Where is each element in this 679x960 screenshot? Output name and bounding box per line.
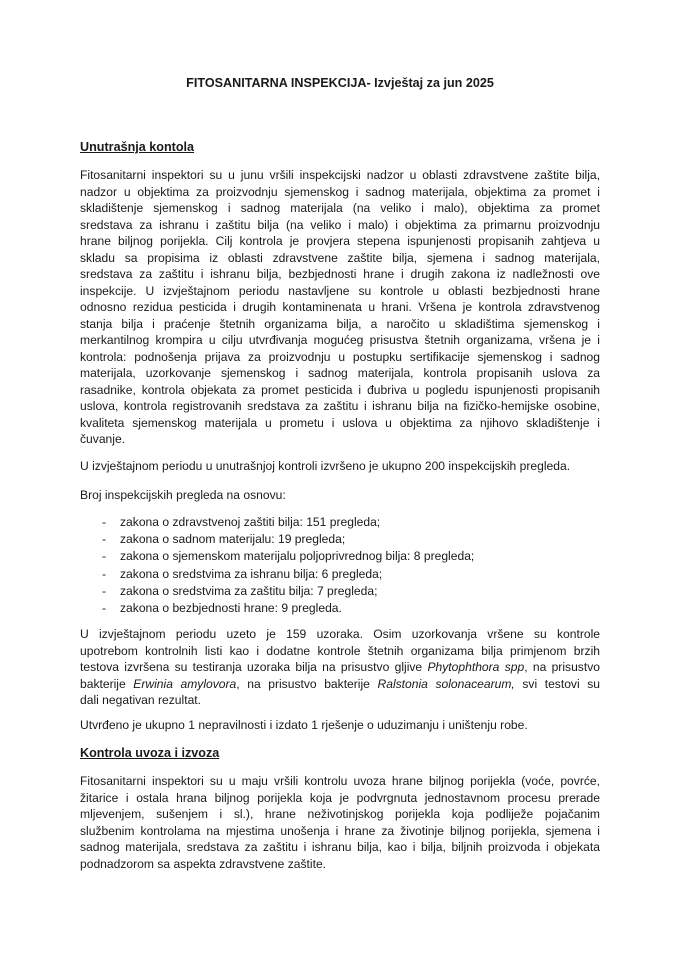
paragraph-line: sredstava za ishranu i zaštitu bilja (na veliko i malo) i objektima za primarnu proizvodnju (80, 217, 600, 232)
paragraph-line: sadnog materijala, sredstava za zaštitu i ishranu bilja, kao i bilja, biljnih proizvoda i objekata (80, 840, 600, 854)
paragraph-line: podnadzorom sa aspekta zdravstvene zaštite. (80, 856, 327, 871)
pathogen-name: Ralstonia solonacearum, (377, 676, 515, 691)
list-item: - zakona o zdravstvenoj zaštiti bilja: 151 pregleda; (102, 514, 474, 531)
paragraph-line: žitarice i ostala hrana biljnog porijekla koja je podvrgnuta jednostavnom procesu prerade (80, 790, 600, 805)
paragraph-line: dali negativan rezultat. (80, 693, 202, 707)
pathogen-name: Phytophthora spp (427, 660, 525, 674)
list-item: - zakona o sredstvima za ishranu bilja: 6 pregleda; (102, 566, 474, 583)
paragraph-line: kvaliteta sjemenskog materijala u prometu i uslova u objektima za njihovo skladištenje i (80, 415, 600, 430)
internal-control-paragraph (80, 167, 600, 448)
document-title: FITOSANITARNA INSPEKCIJA- Izvještaj za jun 2025 (186, 76, 494, 90)
section-heading-import-export: Kontrola uvoza i izvoza (80, 746, 220, 760)
samples-paragraph (80, 626, 600, 709)
list-item: - zakona o sjemenskom materijalu poljoprivrednog bilja: 8 pregleda; (102, 548, 474, 565)
paragraph-line: U izvještajnom periodu uzeto je 159 uzoraka. Osim uzorkovanja vršene su kontrole (80, 627, 600, 641)
paragraph-line: mljevenjem, sušenjem i sl.), hrane neživotinjskog porijekla koja podliježe pojačanim (80, 807, 600, 821)
paragraph-line: kontrola: podnošenja prijava za proizvodnju u postupku sertifikacije sjemenskog i sadnog (80, 349, 600, 364)
list-item: - zakona o sredstvima za zaštitu bilja: 7 pregleda; (102, 583, 474, 600)
paragraph-line: merkantilnog krompira u cilju utvrđivanja mogućeg prisustva štetnih organizama, vršena je i (80, 333, 600, 347)
dash-bullet: - (102, 566, 107, 581)
paragraph-line: hrane biljnog porijekla. Cilj kontrola je provjera stepena ispunjenosti propisanih zahtjeva u (80, 234, 600, 248)
dash-bullet: - (102, 515, 107, 529)
paragraph-line: uslova, kontrola registrovanih sredstava za zaštitu i ishranu bilja na fizičko-hemijske osobine, (80, 399, 600, 413)
list-item: - zakona o bezbjednosti hrane: 9 pregleda. (102, 600, 474, 617)
paragraph-line: čuvanje. (80, 432, 126, 446)
paragraph-line: stanja bilja i praćenje štetnih organizama bilja, a naročito u skladištima sjemenskog i (80, 316, 600, 331)
paragraph-line: testova izvršena su testiranja uzoraka bilja na prisustvo gljive Phytophthora spp, na prisustvo (80, 660, 600, 674)
paragraph-line: službenim kontrolama na mjestima unošenja i hrane za životinje biljnog porijekla, sjemena i (80, 823, 600, 838)
pathogen-name: Erwinia amylovora (133, 676, 237, 691)
paragraph-line: odnosno rezidua pesticida i drugih kontaminenata u hrani. Vršena je kontrola zdravstvenog (80, 300, 600, 314)
paragraph-line: skladu sa propisima iz oblasti zdravstvene zaštite bilja, sjemena i sadnog materijala, (80, 250, 600, 265)
paragraph-line: materijala, uzorkovanje sjemenskog i sadnog materijala, kontrola propisanih uslova za (80, 366, 600, 380)
dash-bullet: - (102, 549, 107, 564)
list-item: - zakona o sadnom materijalu: 19 pregleda; (102, 531, 474, 548)
dash-bullet: - (102, 532, 107, 547)
paragraph-line: rasadnike, kontrola objekata za promet pesticida i đubriva u pogledu ispunjenosti propisanih (80, 382, 600, 397)
dash-bullet: - (102, 601, 107, 616)
nonconformity-text: Utvrđeno je ukupno 1 nepravilnosti i izdato 1 rješenje o uduzimanju i uništenju robe. (80, 718, 528, 732)
total-inspections-text: U izvještajnom periodu u unutrašnjoj kontroli izvršeno je ukupno 200 inspekcijskih pregleda. (80, 459, 571, 473)
dash-bullet: - (102, 583, 107, 598)
section-heading-internal-control: Unutrašnja kontola (80, 140, 195, 154)
paragraph-line: nadzor u objektima za proizvodnju sjemenskog i sadnog materijala, objektima za promet i (80, 184, 600, 199)
paragraph-line: sredstava za zaštitu i ishranu bilja, bezbjednosti hrane i drugih zakona iz nadležnosti ove (80, 267, 600, 281)
paragraph-line: Fitosanitarni inspektori su u junu vršili inspekcijski nadzor u oblasti zdravstvene zaštite bilja, (80, 168, 600, 182)
paragraph-line: skladištenje sjemenskog i sadnog materijala (na veliko i malo), objektima za promet (80, 201, 600, 215)
paragraph-line: inspekcije. U izvještajnom periodu nastavljene su kontrole u oblasti bezbjednosti hrane (80, 283, 600, 298)
paragraph-line: bakterije Erwinia amylovora, na prisustvo bakterije Ralstonia solonacearum, svi testovi su (80, 676, 600, 691)
inspection-basis-list (102, 514, 474, 617)
paragraph-line: upotrebom kontrolnih listi kao i dodatne kontrole štetnih organizama bilja primjenom brzih (80, 643, 600, 658)
inspection-basis-intro: Broj inspekcijskih pregleda na osnovu: (80, 488, 286, 502)
paragraph-line: Fitosanitarni inspektori su u maju vršili kontrolu uvoza hrane biljnog porijekla (voće, povrće, (80, 774, 600, 788)
import-export-paragraph (80, 773, 600, 872)
